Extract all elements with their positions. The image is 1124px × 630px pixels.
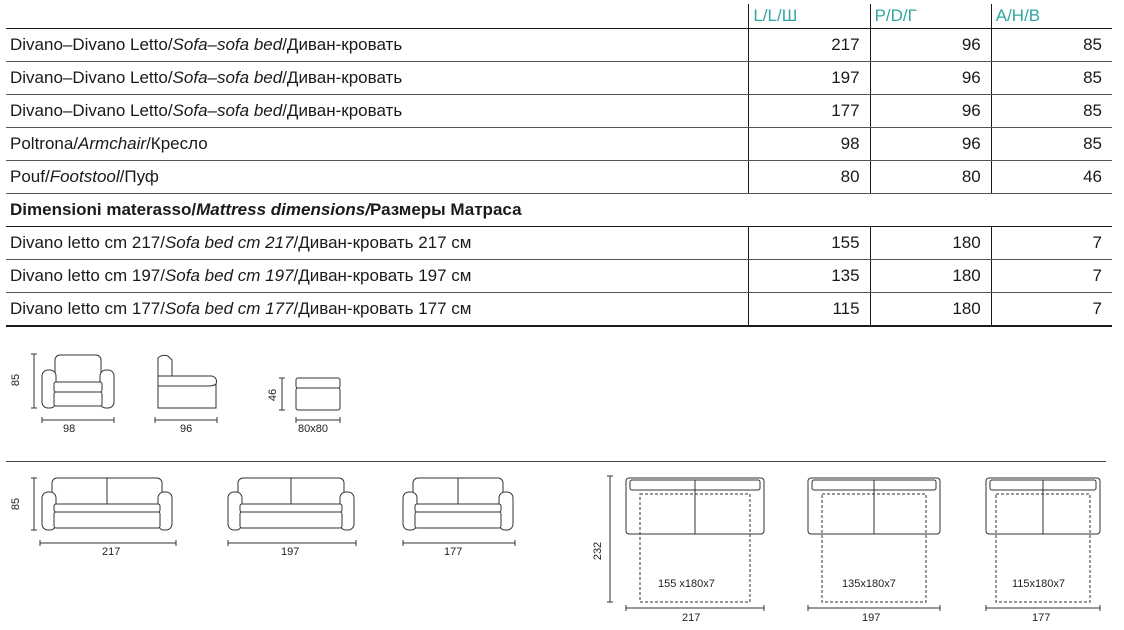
value-depth: 96 [870,95,991,128]
name-it: Divano letto cm 177/ [10,299,165,318]
value-width: 80 [749,161,870,194]
value-depth: 96 [870,62,991,95]
name-it: Divano–Divano Letto/ [10,101,173,120]
table-row [6,227,1112,260]
table-row [6,161,1112,194]
armchair-height-label: 85 [10,373,23,387]
bed-length-label: 232 [592,541,605,561]
name-en: Sofa–sofa bed [172,101,283,120]
mattress-name [6,260,749,293]
mattress-name [6,293,749,327]
value-width: 177 [749,95,870,128]
value-height: 85 [991,62,1112,95]
value-depth: 96 [870,29,991,62]
armchair-width-label: 98 [63,423,76,435]
sofa-177-width-label: 177 [444,546,463,558]
value-height: 85 [991,95,1112,128]
header-width: L/L/Ш [749,4,870,29]
value-height: 85 [991,128,1112,161]
name-it: Poltrona/ [10,134,79,153]
sofa-197-width-label: 197 [281,546,300,558]
value-width: 98 [749,128,870,161]
header-height: A/H/B [991,4,1112,29]
product-name [6,95,749,128]
header-depth: P/D/Г [870,4,991,29]
table-row [6,62,1112,95]
bed-197-width-label: 197 [862,612,881,624]
value-height: 85 [991,29,1112,62]
value-width: 155 [749,227,870,260]
name-ru: /Диван-кровать 197 см [293,266,472,285]
value-length: 180 [870,227,991,260]
name-ru: /Диван-кровать 177 см [293,299,472,318]
name-ru: /Диван-кровать [282,68,403,87]
name-en: Sofa–sofa bed [172,68,283,87]
product-name [6,161,749,194]
sofa-177-drawing [395,470,530,550]
value-height: 46 [991,161,1112,194]
pouf-height-label: 46 [267,388,280,402]
name-en: Armchair [78,134,147,153]
section-header-row [6,194,1112,227]
value-depth: 80 [870,161,991,194]
section-en: Mattress dimensions/ [196,200,370,219]
table-row [6,260,1112,293]
value-thickness: 7 [991,227,1112,260]
value-thickness: 7 [991,293,1112,327]
table-row [6,29,1112,62]
name-it: Divano–Divano Letto/ [10,35,173,54]
value-thickness: 7 [991,260,1112,293]
pouf-size-label: 80x80 [298,423,328,435]
name-en: Sofa–sofa bed [172,35,283,54]
dimensions-table [6,4,1112,327]
header-blank [6,4,749,29]
value-width: 217 [749,29,870,62]
value-length: 180 [870,293,991,327]
bed-217-mattress-label: 155 x180x7 [658,578,715,590]
name-ru: /Диван-кровать 217 см [293,233,472,252]
sofa-height-label: 85 [10,497,23,511]
table-row [6,95,1112,128]
name-en: Sofa bed cm 217 [164,233,294,252]
name-en: Footstool [49,167,120,186]
product-name [6,128,749,161]
name-it: Divano letto cm 217/ [10,233,165,252]
value-width: 197 [749,62,870,95]
bed-217-width-label: 217 [682,612,701,624]
bed-217-drawing [600,470,770,615]
name-en: Sofa bed cm 197 [164,266,294,285]
section-divider [6,461,1106,462]
section-title [6,194,1112,227]
name-ru: /Диван-кровать [282,35,403,54]
sofa-217-width-label: 217 [102,546,121,558]
section-it: Dimensioni materasso/ [10,200,197,219]
name-it: Divano letto cm 197/ [10,266,165,285]
bed-177-drawing [978,470,1108,615]
name-ru: /Пуф [119,167,159,186]
section-ru: Размеры Матраса [369,200,522,219]
bed-177-mattress-label: 115x180x7 [1012,578,1066,590]
value-depth: 96 [870,128,991,161]
name-en: Sofa bed cm 177 [164,299,294,318]
name-it: Divano–Divano Letto/ [10,68,173,87]
bed-197-drawing [800,470,950,615]
value-width: 115 [749,293,870,327]
product-name [6,29,749,62]
value-width: 135 [749,260,870,293]
name-ru: /Кресло [146,134,208,153]
name-ru: /Диван-кровать [282,101,403,120]
sofa-197-drawing [220,470,370,550]
bed-197-mattress-label: 135x180x7 [842,578,896,590]
mattress-name [6,227,749,260]
table-row [6,128,1112,161]
bed-177-width-label: 177 [1032,612,1051,624]
armchair-depth-label: 96 [180,423,193,435]
sofa-217-drawing [30,470,185,550]
product-name [6,62,749,95]
value-length: 180 [870,260,991,293]
table-header-row [6,4,1112,29]
table-row [6,293,1112,327]
name-it: Pouf/ [10,167,50,186]
